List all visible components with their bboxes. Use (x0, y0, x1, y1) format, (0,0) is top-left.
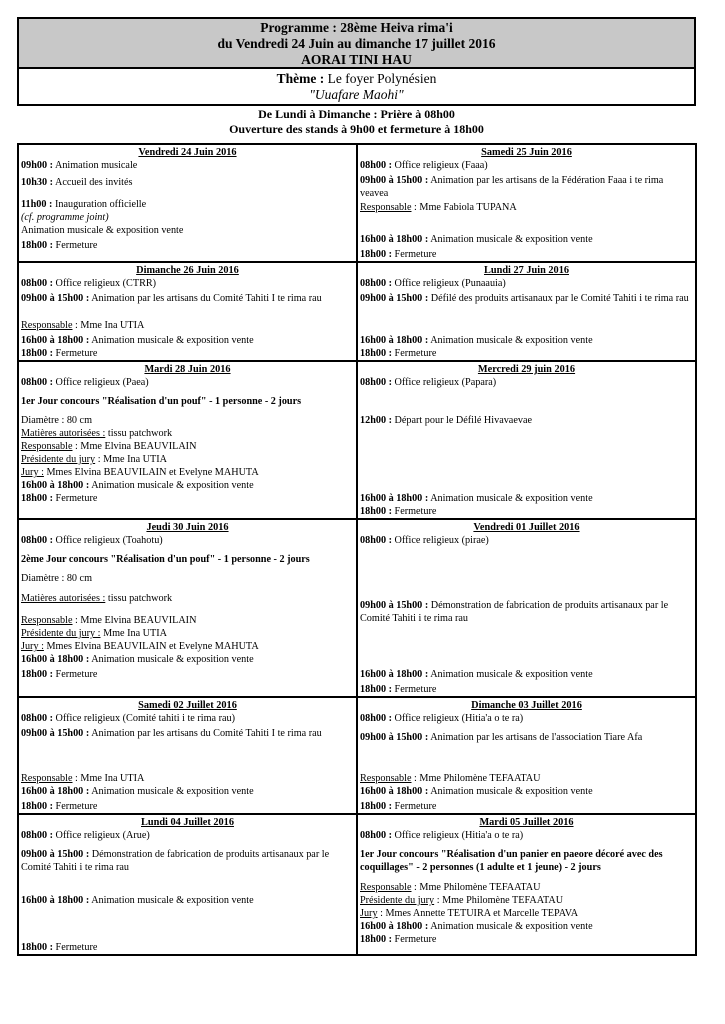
time-label: 16h00 à 18h00 : (21, 895, 90, 906)
contest-line: 2ème Jour concours "Réalisation d'un pouf" - 1 personne - 2 jours (21, 554, 310, 565)
time-label: 16h00 à 18h00 : (21, 480, 90, 491)
programme-dates: du Vendredi 24 Juin au dimanche 17 juillet 2016 (217, 36, 496, 51)
schedule-line (360, 534, 693, 599)
schedule-line (360, 248, 693, 261)
time-label: 18h00 : (21, 348, 53, 359)
programme-header (17, 17, 696, 69)
schedule-line (360, 829, 693, 848)
time-label: 16h00 à 18h00 : (21, 786, 90, 797)
line-text: Diamètre : 80 cm (21, 415, 93, 426)
line-text: Fermeture (52, 493, 98, 504)
schedule-line (360, 292, 693, 319)
line-text: Diamètre : 80 cm (21, 573, 93, 584)
role-label: Responsable (360, 202, 412, 213)
line-text: Démonstration de fabrication de produits artisanaux par le Comité Tahiti i te rima rau (360, 600, 669, 624)
schedule-line (21, 572, 354, 592)
schedule-line (21, 347, 354, 360)
line-text: : Mme Elvina BEAUVILAIN (72, 615, 197, 626)
time-label: 16h00 à 18h00 : (360, 786, 429, 797)
line-text: Animation musicale & exposition vente (428, 669, 593, 680)
schedule-line (360, 334, 693, 347)
day-cell (357, 144, 696, 262)
line-text: Fermeture (391, 249, 437, 260)
schedule-line (21, 292, 354, 319)
day-cell (357, 361, 696, 519)
time-label: 16h00 à 18h00 : (360, 234, 429, 245)
time-label: 12h00 : (360, 415, 392, 426)
time-label: 18h00 : (360, 506, 392, 517)
time-label: 09h00 à 15h00 : (21, 849, 90, 860)
line-text: Animation musicale & exposition vente (89, 480, 254, 491)
time-label: 16h00 à 18h00 : (360, 921, 429, 932)
time-label: 18h00 : (21, 942, 53, 953)
schedule-line (21, 176, 354, 198)
line-text: Fermeture (52, 669, 98, 680)
line-text: : Mme Elvina BEAUVILAIN (72, 441, 197, 452)
day-title: Dimanche 03 Juillet 2016 (471, 700, 582, 711)
time-label: 16h00 à 18h00 : (21, 654, 90, 665)
time-label: 09h00 à 15h00 : (21, 293, 90, 304)
schedule-line (21, 653, 354, 668)
theme-value: Le foyer Polynésien (327, 71, 437, 86)
role-label: Responsable (360, 882, 412, 893)
day-title: Vendredi 01 Juillet 2016 (473, 522, 580, 533)
schedule-line (360, 772, 693, 785)
time-label: 08h00 : (21, 535, 53, 546)
day-title: Mercredi 29 juin 2016 (477, 364, 576, 375)
line-text: Démonstration de fabrication de produits artisanaux par le Comité Tahiti i te rima rau (21, 849, 330, 873)
line-text: Fermeture (52, 801, 98, 812)
schedule-row (18, 814, 696, 955)
schedule-line (360, 668, 693, 683)
day-title: Dimanche 26 Juin 2016 (136, 265, 239, 276)
schedule-row (18, 262, 696, 361)
time-label: 09h00 à 15h00 : (360, 600, 429, 611)
schedule-line (21, 785, 354, 800)
role-label: Responsable (21, 773, 73, 784)
line-text: Fermeture (391, 348, 437, 359)
line-text: Animation musicale & exposition vente (428, 921, 593, 932)
time-label: 09h00 à 15h00 : (360, 293, 429, 304)
role-label: Responsable (360, 773, 412, 784)
line-text: Office religieux (Hitia'a o te ra) (391, 713, 524, 724)
programme-location: AORAI TINI HAU (301, 52, 412, 67)
daily-prayer: De Lundi à Dimanche : Prière à 08h00 (258, 107, 455, 121)
schedule-line (21, 198, 354, 211)
theme-line (19, 71, 694, 87)
line-text: tissu patchwork (105, 428, 173, 439)
time-label: 08h00 : (360, 535, 392, 546)
time-label: 08h00 : (360, 160, 392, 171)
line-text: Fermeture (391, 684, 437, 695)
time-label: 18h00 : (21, 493, 53, 504)
time-label: 08h00 : (21, 377, 53, 388)
day-cell (357, 697, 696, 814)
day-title: Vendredi 24 Juin 2016 (138, 147, 237, 158)
schedule-line (360, 319, 693, 334)
time-label: 08h00 : (360, 830, 392, 841)
daily-info (17, 107, 696, 137)
line-text: Animation musicale & exposition vente (428, 786, 593, 797)
line-text: Fermeture (52, 240, 98, 251)
schedule-line (360, 599, 693, 668)
contest-line: 1er Jour concours "Réalisation d'un panier en paeore décoré avec des coquillages" - 2 personnes (1 adulte et 1 jeune) - 2 jours (360, 849, 663, 873)
schedule-row (18, 519, 696, 697)
schedule-line (21, 492, 354, 505)
time-label: 16h00 à 18h00 : (360, 493, 429, 504)
line-text: Office religieux (Comité tahiti i te rima rau) (52, 713, 235, 724)
schedule-line (360, 414, 693, 492)
role-label: Matières autorisées : (21, 428, 106, 439)
line-text: Animation musicale & exposition vente (89, 654, 254, 665)
day-title: Lundi 27 Juin 2016 (484, 265, 569, 276)
role-label: Responsable (21, 320, 73, 331)
line-text: Animation par les artisans du Comité Tahiti I te rima rau (89, 728, 322, 739)
role-label: Jury : (21, 467, 44, 478)
theme-subtitle: "Uuafare Maohi" (309, 87, 404, 102)
time-label: 18h00 : (21, 669, 53, 680)
line-text: tissu patchwork (105, 593, 173, 604)
schedule-line (21, 800, 354, 813)
schedule-line (21, 712, 354, 727)
line-text: Animation par les artisans de l'association Tiare Afa (428, 732, 643, 743)
time-label: 18h00 : (360, 684, 392, 695)
schedule-line (21, 466, 354, 479)
schedule-line (360, 894, 693, 907)
schedule-line (21, 614, 354, 627)
line-text: Office religieux (Hitia'a o te ra) (391, 830, 524, 841)
schedule-row (18, 144, 696, 262)
day-title: Mardi 05 Juillet 2016 (479, 817, 574, 828)
schedule-line (21, 224, 354, 239)
day-cell (18, 519, 357, 697)
line-text: Animation par les artisans du Comité Tahiti I te rima rau (89, 293, 322, 304)
role-label: Présidente du jury (360, 895, 435, 906)
line-text: Mme Ina UTIA (100, 628, 167, 639)
time-label: 11h00 : (21, 199, 53, 210)
schedule-line (21, 772, 354, 785)
time-label: 10h30 : (21, 177, 53, 188)
line-text: Accueil des invités (52, 177, 133, 188)
time-label: 18h00 : (360, 249, 392, 260)
schedule-line (21, 319, 354, 334)
line-text: Mmes Elvina BEAUVILAIN et Evelyne MAHUTA (43, 467, 259, 478)
line-text: Fermeture (391, 801, 437, 812)
theme-box (17, 69, 696, 106)
line-text: Fermeture (391, 934, 437, 945)
line-text: Fermeture (52, 942, 98, 953)
day-title: Samedi 25 Juin 2016 (481, 147, 572, 158)
line-text: Fermeture (52, 348, 98, 359)
schedule-line (360, 800, 693, 813)
schedule-line (21, 334, 354, 347)
day-cell (357, 814, 696, 955)
schedule-line (21, 159, 354, 176)
role-label: Présidente du jury (21, 454, 96, 465)
line-text: Animation musicale & exposition vente (428, 493, 593, 504)
schedule-line (360, 907, 693, 920)
time-label: 09h00 à 15h00 : (21, 728, 90, 739)
time-label: 09h00 à 15h00 : (360, 732, 429, 743)
role-label: Jury : (21, 641, 44, 652)
schedule-line (360, 492, 693, 505)
time-label: 16h00 à 18h00 : (360, 335, 429, 346)
schedule-line (21, 376, 354, 395)
note-line: (cf. programme joint) (21, 212, 109, 223)
time-label: 18h00 : (21, 240, 53, 251)
day-cell (357, 519, 696, 697)
contest-line: 1er Jour concours "Réalisation d'un pouf" - 1 personne - 2 jours (21, 396, 302, 407)
schedule-line (360, 881, 693, 894)
schedule-table (17, 143, 697, 956)
line-text: Office religieux (Punaauia) (391, 278, 506, 289)
time-label: 08h00 : (360, 713, 392, 724)
role-label: Présidente du jury : (21, 628, 101, 639)
line-text: : Mme Philomène TEFAATAU (411, 882, 541, 893)
line-text: Fermeture (391, 506, 437, 517)
line-text: Animation musicale & exposition vente (428, 234, 593, 245)
schedule-line (360, 201, 693, 233)
time-label: 09h00 : (21, 160, 53, 171)
line-text: Animation musicale & exposition vente (89, 786, 254, 797)
schedule-line (360, 174, 693, 201)
schedule-line (21, 627, 354, 640)
schedule-line (21, 727, 354, 772)
schedule-row (18, 361, 696, 519)
line-text: Office religieux (Arue) (52, 830, 150, 841)
schedule-line (21, 592, 354, 614)
time-label: 08h00 : (360, 377, 392, 388)
schedule-line (360, 159, 693, 174)
schedule-line (360, 683, 693, 696)
line-text: : Mme Ina UTIA (95, 454, 168, 465)
schedule-line (21, 427, 354, 440)
role-label: Matières autorisées : (21, 593, 106, 604)
line-text: Animation musicale & exposition vente (89, 895, 254, 906)
line-text: Animation par les artisans de la Fédération Faaa i te rima veavea (360, 175, 664, 199)
line-text: Office religieux (CTRR) (52, 278, 157, 289)
time-label: 18h00 : (21, 801, 53, 812)
time-label: 18h00 : (360, 348, 392, 359)
time-label: 08h00 : (360, 278, 392, 289)
schedule-line (21, 941, 354, 954)
schedule-line (360, 376, 693, 414)
line-text: Office religieux (Papara) (391, 377, 497, 388)
schedule-line (21, 829, 354, 848)
schedule-line (360, 933, 693, 946)
line-text: : Mmes Annette TETUIRA et Marcelle TEPAVA (377, 908, 579, 919)
line-text: Office religieux (Toahotu) (52, 535, 163, 546)
schedule-line (21, 668, 354, 681)
line-text: Office religieux (pirae) (391, 535, 489, 546)
line-text: : Mme Philomène TEFAATAU (434, 895, 564, 906)
time-label: 18h00 : (360, 801, 392, 812)
programme-title: Programme : 28ème Heiva rima'i (260, 20, 453, 35)
line-text: Défilé des produits artisanaux par le Comité Tahiti i te rima rau (428, 293, 689, 304)
line-text: : Mme Ina UTIA (72, 320, 145, 331)
line-text: Office religieux (Paea) (52, 377, 149, 388)
schedule-line (21, 894, 354, 941)
day-title: Jeudi 30 Juin 2016 (146, 522, 229, 533)
line-text: Départ pour le Défilé Hivavaevae (391, 415, 532, 426)
schedule-line (360, 505, 693, 518)
schedule-line (21, 640, 354, 653)
day-cell (18, 144, 357, 262)
role-label: Responsable (21, 615, 73, 626)
time-label: 08h00 : (21, 713, 53, 724)
line-text: Animation musicale & exposition vente (21, 225, 184, 236)
schedule-line (21, 414, 354, 427)
time-label: 18h00 : (360, 934, 392, 945)
role-label: Responsable (21, 441, 73, 452)
schedule-line (21, 479, 354, 492)
schedule-line (21, 277, 354, 292)
day-cell (18, 697, 357, 814)
time-label: 16h00 à 18h00 : (21, 335, 90, 346)
schedule-line (21, 453, 354, 466)
day-title: Samedi 02 Juillet 2016 (138, 700, 237, 711)
day-cell (18, 361, 357, 519)
schedule-line (360, 233, 693, 248)
day-title: Lundi 04 Juillet 2016 (141, 817, 234, 828)
theme-label: Thème : (276, 71, 325, 86)
day-cell (357, 262, 696, 361)
time-label: 09h00 à 15h00 : (360, 175, 429, 186)
daily-stands: Ouverture des stands à 9h00 et fermeture à 18h00 (229, 122, 484, 136)
line-text: : Mme Fabiola TUPANA (411, 202, 517, 213)
schedule-line (21, 534, 354, 553)
day-cell (18, 262, 357, 361)
schedule-line (360, 277, 693, 292)
line-text: Animation musicale (52, 160, 138, 171)
schedule-row (18, 697, 696, 814)
day-cell (18, 814, 357, 955)
line-text: Animation musicale & exposition vente (428, 335, 593, 346)
schedule-line (21, 848, 354, 894)
schedule-line (360, 712, 693, 731)
time-label: 16h00 à 18h00 : (360, 669, 429, 680)
role-label: Jury (360, 908, 378, 919)
day-title: Mardi 28 Juin 2016 (144, 364, 231, 375)
schedule-line (21, 440, 354, 453)
line-text: : Mme Philomène TEFAATAU (411, 773, 541, 784)
line-text: Mmes Elvina BEAUVILAIN et Evelyne MAHUTA (43, 641, 259, 652)
schedule-line (360, 785, 693, 800)
schedule-line (21, 239, 354, 252)
time-label: 08h00 : (21, 278, 53, 289)
schedule-line (360, 347, 693, 360)
line-text: Inauguration officielle (52, 199, 147, 210)
time-label: 08h00 : (21, 830, 53, 841)
schedule-line (360, 731, 693, 772)
line-text: : Mme Ina UTIA (72, 773, 145, 784)
line-text: Office religieux (Faaa) (391, 160, 488, 171)
line-text: Animation musicale & exposition vente (89, 335, 254, 346)
schedule-line (360, 920, 693, 933)
